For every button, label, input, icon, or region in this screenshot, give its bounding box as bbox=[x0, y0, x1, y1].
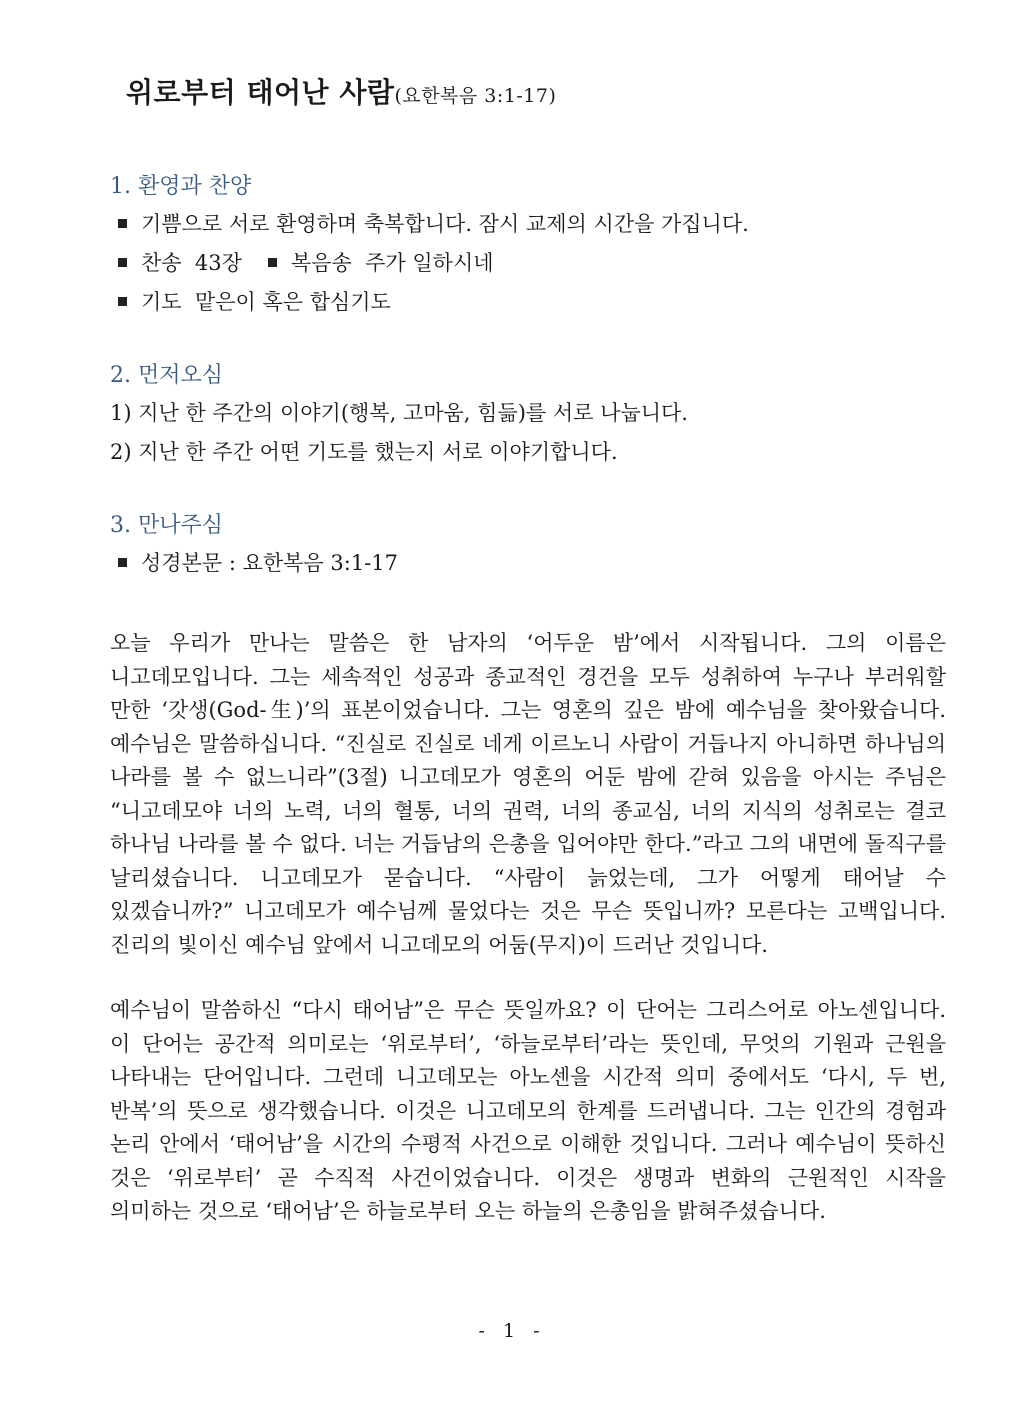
bullet-text: 기쁨으로 서로 환영하며 축복합니다. 잠시 교제의 시간을 가집니다. bbox=[141, 212, 749, 236]
numbered-item-2: 2) 지난 한 주간 어떤 기도를 했는지 서로 이야기합니다. bbox=[110, 440, 618, 464]
title-text: 위로부터 태어난 사람 bbox=[126, 76, 395, 109]
document-page bbox=[110, 70, 946, 1229]
bullet-item-scripture bbox=[110, 544, 946, 583]
title-scripture-reference: (요한복음 3:1-17) bbox=[394, 85, 557, 107]
bullet-item-prayer bbox=[110, 283, 946, 322]
section-heading-word: 3. 만나주심 bbox=[110, 513, 223, 538]
page-number: - 1 - bbox=[478, 1320, 546, 1342]
square-bullet-icon bbox=[118, 297, 127, 306]
square-bullet-icon bbox=[118, 258, 127, 267]
gospel-song-text: 복음송 주가 일하시네 bbox=[290, 251, 494, 275]
numbered-item-1: 1) 지난 한 주간의 이야기(행복, 고마움, 힘듦)를 서로 나눕니다. bbox=[110, 401, 688, 425]
body-paragraph-1: 오늘 우리가 만나는 말씀은 한 남자의 ‘어두운 밤’에서 시작됩니다. 그의 이름은 니고데모입니다. 그는 세속적인 성공과 종교적인 경건을 모두 성취하여 누구나 부러워할 만한 ‘갓생(God-生)’의 표본이었습니다. 그는 영혼의 깊은 밤에 예수님을 찾아왔습니다. 예수님은 말씀하십니다. “진실로 진실로 네게 이르노니 사람이 거듭나지 아니하면 하나님의 나라를 볼 수 없느니라”(3절) 니고데모가 영혼의 어둔 밤에 갇혀 있음을 아시는 주님은 “니고데모야 너의 노력, 너의 혈통, 너의 권력, 너의 종교심, 너의 지식의 성취로는 결코 하나님 나라를 볼 수 없다. 너는 거듭남의 은총을 입어야만 한다.”라고 그의 내면에 돌직구를 날리셨습니다. 니고데모가 묻습니다. “사람이 늙었는데, 그가 어떻게 태어날 수 있겠습니까?” 니고데모가 예수님께 물었다는 것은 무슨 뜻입니까? 모른다는 고백입니다. 진리의 빛이신 예수님 앞에서 니고데모의 어둠(무지)이 드러난 것입니다. bbox=[110, 631, 946, 957]
square-bullet-icon bbox=[118, 219, 127, 228]
bullet-text: 성경본문 : 요한복음 3:1-17 bbox=[141, 551, 399, 575]
section-heading-welcome: 1. 환영과 찬양 bbox=[110, 174, 252, 199]
hymn-text: 찬송 43장 bbox=[141, 251, 242, 275]
section-heading-sharing: 2. 먼저오심 bbox=[110, 363, 223, 388]
bullet-item-greeting bbox=[110, 205, 946, 244]
bullet-text: 기도 맡은이 혹은 합심기도 bbox=[141, 290, 391, 314]
square-bullet-icon bbox=[268, 258, 277, 267]
bullet-item-hymns bbox=[110, 244, 946, 283]
document-title bbox=[126, 70, 946, 119]
body-paragraph-2: 예수님이 말씀하신 “다시 태어남”은 무슨 뜻일까요? 이 단어는 그리스어로 아노센입니다. 이 단어는 공간적 의미로는 ‘위로부터’, ‘하늘로부터’라는 뜻인데, 무엇의 기원과 근원을 나타내는 단어입니다. 그런데 니고데모는 아노센을 시간적 의미 중에서도 ‘다시, 두 번, 반복’의 뜻으로 생각했습니다. 이것은 니고데모의 한계를 드러냅니다. 그는 인간의 경험과 논리 안에서 ‘태어남’을 시간의 수평적 사건으로 이해한 것입니다. 그러나 예수님이 뜻하신 것은 ‘위로부터’ 곧 수직적 사건이었습니다. 이것은 생명과 변화의 근원적인 시작을 의미하는 것으로 ‘태어남’은 하늘로부터 오는 하늘의 은총임을 밝혀주셨습니다. bbox=[110, 998, 946, 1223]
square-bullet-icon bbox=[118, 558, 127, 567]
